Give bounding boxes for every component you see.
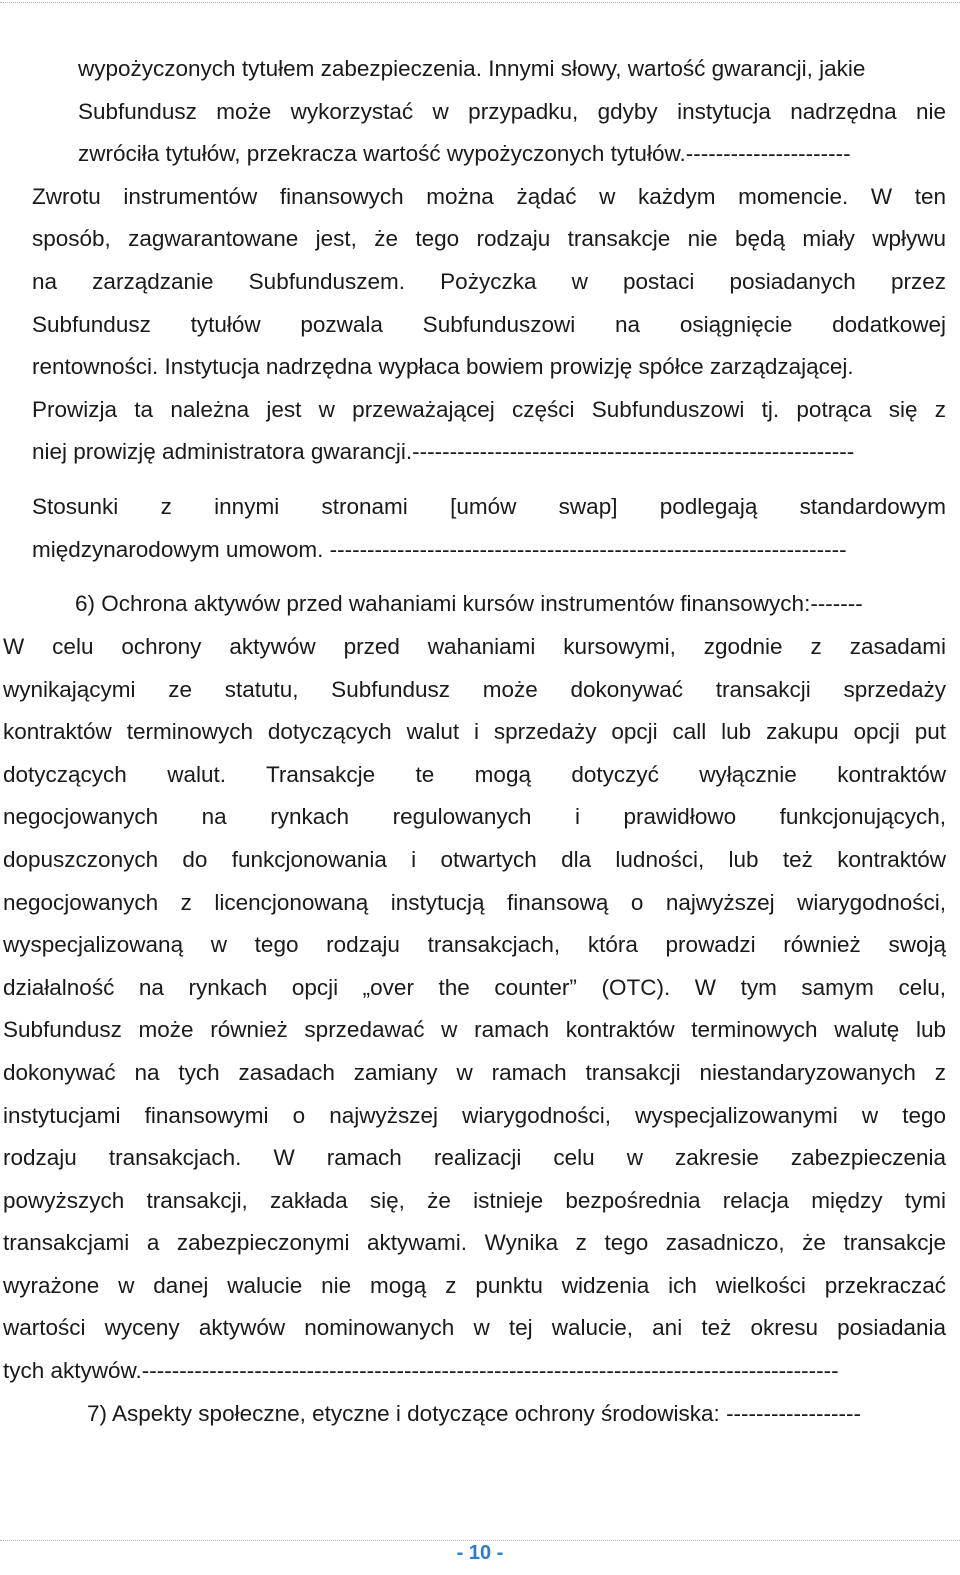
text-line: negocjowanych z licencjonowaną instytucją finansową o najwyższej wiarygodności,	[3, 890, 946, 915]
text-line: działalność na rynkach opcji „over the counter” (OTC). W tym samym celu,	[3, 975, 946, 1000]
page-number: - 10 -	[456, 1542, 504, 1564]
text-line: dokonywać na tych zasadach zamiany w ramach transakcji niestandaryzowanych z	[3, 1060, 946, 1085]
text-line: instytucjami finansowymi o najwyższej wiarygodności, wyspecjalizowanymi w tego	[3, 1103, 946, 1128]
text-line: W celu ochrony aktywów przed wahaniami kursowymi, zgodnie z zasadami	[3, 634, 946, 659]
section-heading: 7) Aspekty społeczne, etyczne i dotyczące ochrony środowiska: ------------------	[87, 1401, 861, 1426]
top-divider	[0, 2, 960, 3]
text-line: niej prowizję administratora gwarancji.-----------------------------------------------------------	[32, 439, 855, 464]
text-line: wynikającymi ze statutu, Subfundusz może dokonywać transakcji sprzedaży	[3, 677, 946, 702]
text-line: tych aktywów.---------------------------------------------------------------------------------------------	[3, 1358, 839, 1383]
text-line: dopuszczonych do funkcjonowania i otwartych dla ludności, lub też kontraktów	[3, 847, 946, 872]
text-line: dotyczących walut. Transakcje te mogą dotyczyć wyłącznie kontraktów	[3, 762, 946, 787]
section-heading: 6) Ochrona aktywów przed wahaniami kursów instrumentów finansowych:-------	[75, 591, 863, 616]
text-line: wyspecjalizowaną w tego rodzaju transakcjach, która prowadzi również swoją	[3, 932, 946, 957]
text-line: wartości wyceny aktywów nominowanych w tej walucie, ani też okresu posiadania	[3, 1315, 946, 1340]
text-line: Zwrotu instrumentów finansowych można żądać w każdym momencie. W ten	[32, 184, 946, 209]
text-line: Subfundusz może wykorzystać w przypadku, gdyby instytucja nadrzędna nie	[78, 99, 946, 124]
text-line: rodzaju transakcjach. W ramach realizacji celu w zakresie zabezpieczenia	[3, 1145, 946, 1170]
text-line: Prowizja ta należna jest w przeważającej części Subfunduszowi tj. potrąca się z	[32, 397, 946, 422]
text-line: na zarządzanie Subfunduszem. Pożyczka w postaci posiadanych przez	[32, 269, 946, 294]
text-line: negocjowanych na rynkach regulowanych i prawidłowo funkcjonujących,	[3, 804, 946, 829]
text-line: transakcjami a zabezpieczonymi aktywami. Wynika z tego zasadniczo, że transakcje	[3, 1230, 946, 1255]
text-line: wyrażone w danej walucie nie mogą z punktu widzenia ich wielkości przekraczać	[3, 1273, 946, 1298]
text-line: międzynarodowym umowom. ---------------------------------------------------------------------	[32, 537, 847, 562]
text-line: rentowności. Instytucja nadrzędna wypłaca bowiem prowizję spółce zarządzającej.	[32, 354, 854, 379]
bottom-divider	[0, 1540, 960, 1541]
text-line: zwróciła tytułów, przekracza wartość wypożyczonych tytułów.----------------------	[78, 141, 851, 166]
text-line: sposób, zagwarantowane jest, że tego rodzaju transakcje nie będą miały wpływu	[32, 226, 946, 251]
text-line: powyższych transakcji, zakłada się, że istnieje bezpośrednia relacja między tymi	[3, 1188, 946, 1213]
text-line: wypożyczonych tytułem zabezpieczenia. Innymi słowy, wartość gwarancji, jakie	[78, 56, 866, 81]
text-line: Subfundusz tytułów pozwala Subfunduszowi na osiągnięcie dodatkowej	[32, 312, 946, 337]
text-line: Subfundusz może również sprzedawać w ramach kontraktów terminowych walutę lub	[3, 1017, 946, 1042]
text-line: kontraktów terminowych dotyczących walut i sprzedaży opcji call lub zakupu opcji put	[3, 719, 946, 744]
text-line: Stosunki z innymi stronami [umów swap] podlegają standardowym	[32, 494, 946, 519]
